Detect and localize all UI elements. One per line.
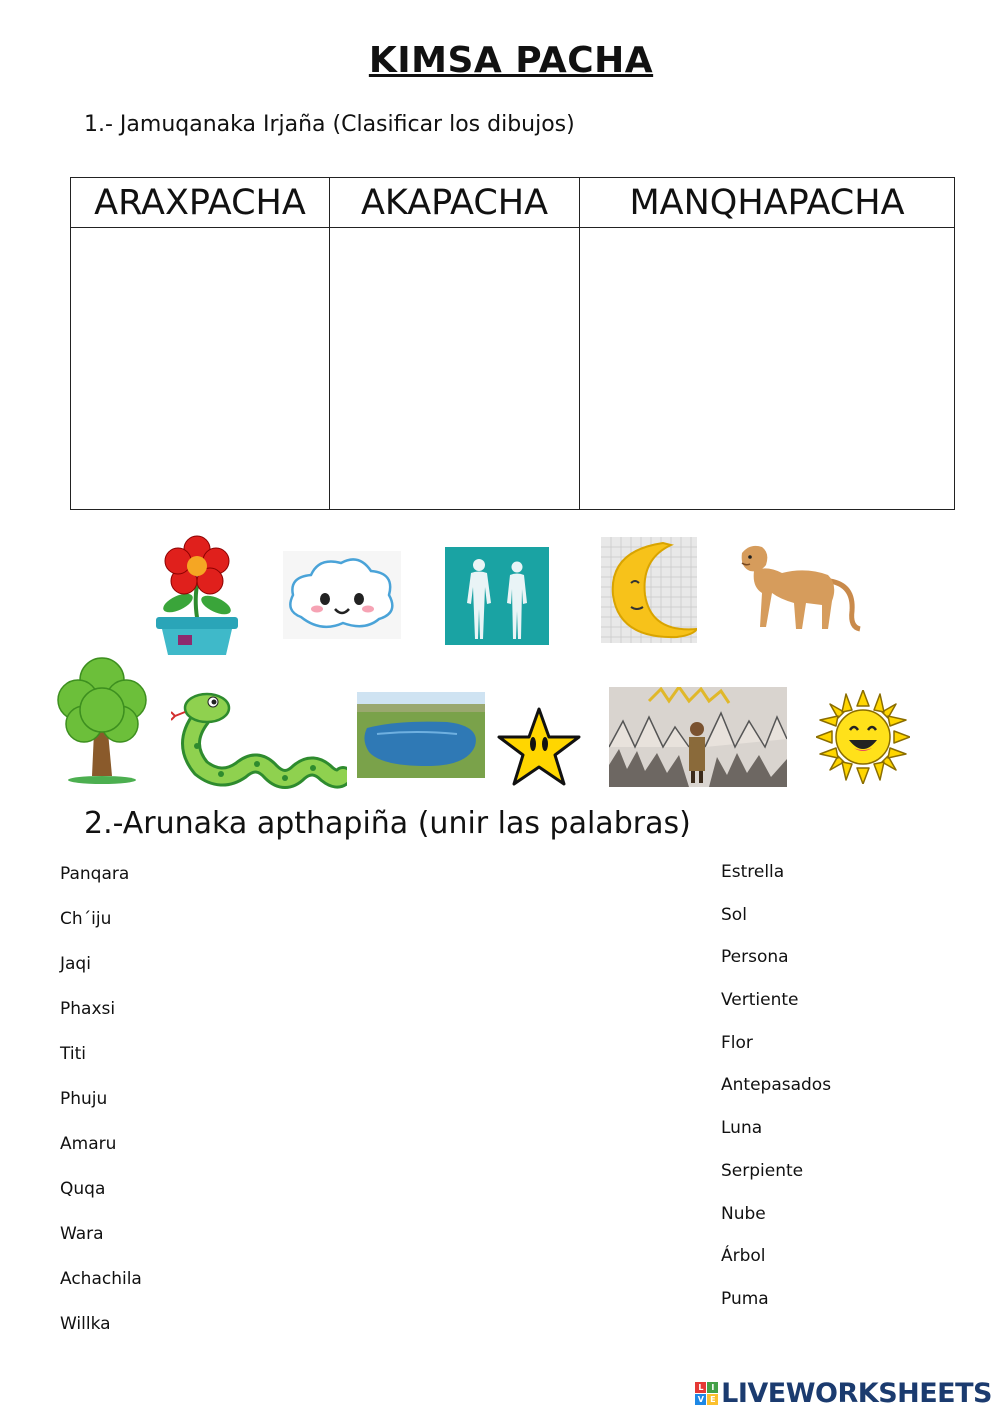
exercise-1-instruction: 1.- Jamuqanaka Irjaña (Clasificar los dibujos) [84, 112, 575, 137]
ancestors-picture[interactable] [609, 687, 787, 787]
liveworksheets-wordmark: LIVEWORKSHEETS [721, 1377, 992, 1409]
spanish-word-serpiente[interactable]: Serpiente [721, 1161, 804, 1181]
spanish-word-puma[interactable]: Puma [721, 1289, 769, 1309]
aymara-word-phaxsi[interactable]: Phaxsi [60, 999, 116, 1019]
column-header-manqhapacha: MANQHAPACHA [580, 178, 955, 228]
aymara-word-wara[interactable]: Wara [60, 1224, 104, 1244]
spring-picture[interactable] [357, 692, 485, 778]
spanish-word-flor[interactable]: Flor [721, 1033, 753, 1053]
aymara-word-quqa[interactable]: Quqa [60, 1179, 106, 1199]
flower-picture[interactable] [150, 533, 244, 657]
drop-zone-araxpacha[interactable] [71, 228, 330, 510]
tree-picture[interactable] [54, 652, 150, 784]
spanish-word-arbol[interactable]: Árbol [721, 1246, 766, 1266]
spanish-word-luna[interactable]: Luna [721, 1118, 763, 1138]
aymara-word-chiju[interactable]: Ch´iju [60, 909, 112, 929]
aymara-word-phuju[interactable]: Phuju [60, 1089, 108, 1109]
spanish-word-persona[interactable]: Persona [721, 947, 789, 967]
liveworksheets-branding [695, 1376, 992, 1410]
moon-picture[interactable] [601, 537, 697, 643]
aymara-word-titi[interactable]: Titi [60, 1044, 86, 1064]
spanish-word-vertiente[interactable]: Vertiente [721, 990, 799, 1010]
snake-picture[interactable] [171, 684, 347, 790]
exercise-2-instruction: 2.-Arunaka apthapiña (unir las palabras) [84, 806, 691, 841]
spanish-word-antepasados[interactable]: Antepasados [721, 1075, 832, 1095]
spanish-word-sol[interactable]: Sol [721, 905, 747, 925]
persons-picture[interactable] [445, 547, 549, 645]
star-picture[interactable] [496, 706, 582, 788]
aymara-word-panqara[interactable]: Panqara [60, 864, 130, 884]
aymara-word-achachila[interactable]: Achachila [60, 1269, 142, 1289]
spanish-word-estrella[interactable]: Estrella [721, 862, 785, 882]
column-header-araxpacha: ARAXPACHA [71, 178, 330, 228]
spanish-word-nube[interactable]: Nube [721, 1204, 766, 1224]
drop-zone-manqhapacha[interactable] [580, 228, 955, 510]
puma-picture[interactable] [736, 541, 864, 635]
classification-table [70, 177, 955, 510]
drop-zone-akapacha[interactable] [330, 228, 580, 510]
worksheet-title: KIMSA PACHA [368, 40, 654, 81]
aymara-word-jaqi[interactable]: Jaqi [60, 954, 91, 974]
aymara-word-willka[interactable]: Willka [60, 1314, 111, 1334]
aymara-word-amaru[interactable]: Amaru [60, 1134, 117, 1154]
column-header-akapacha: AKAPACHA [330, 178, 580, 228]
liveworksheets-logo-icon: L I V E [695, 1382, 718, 1405]
cloud-picture[interactable] [283, 551, 401, 639]
sun-picture[interactable] [816, 690, 910, 784]
